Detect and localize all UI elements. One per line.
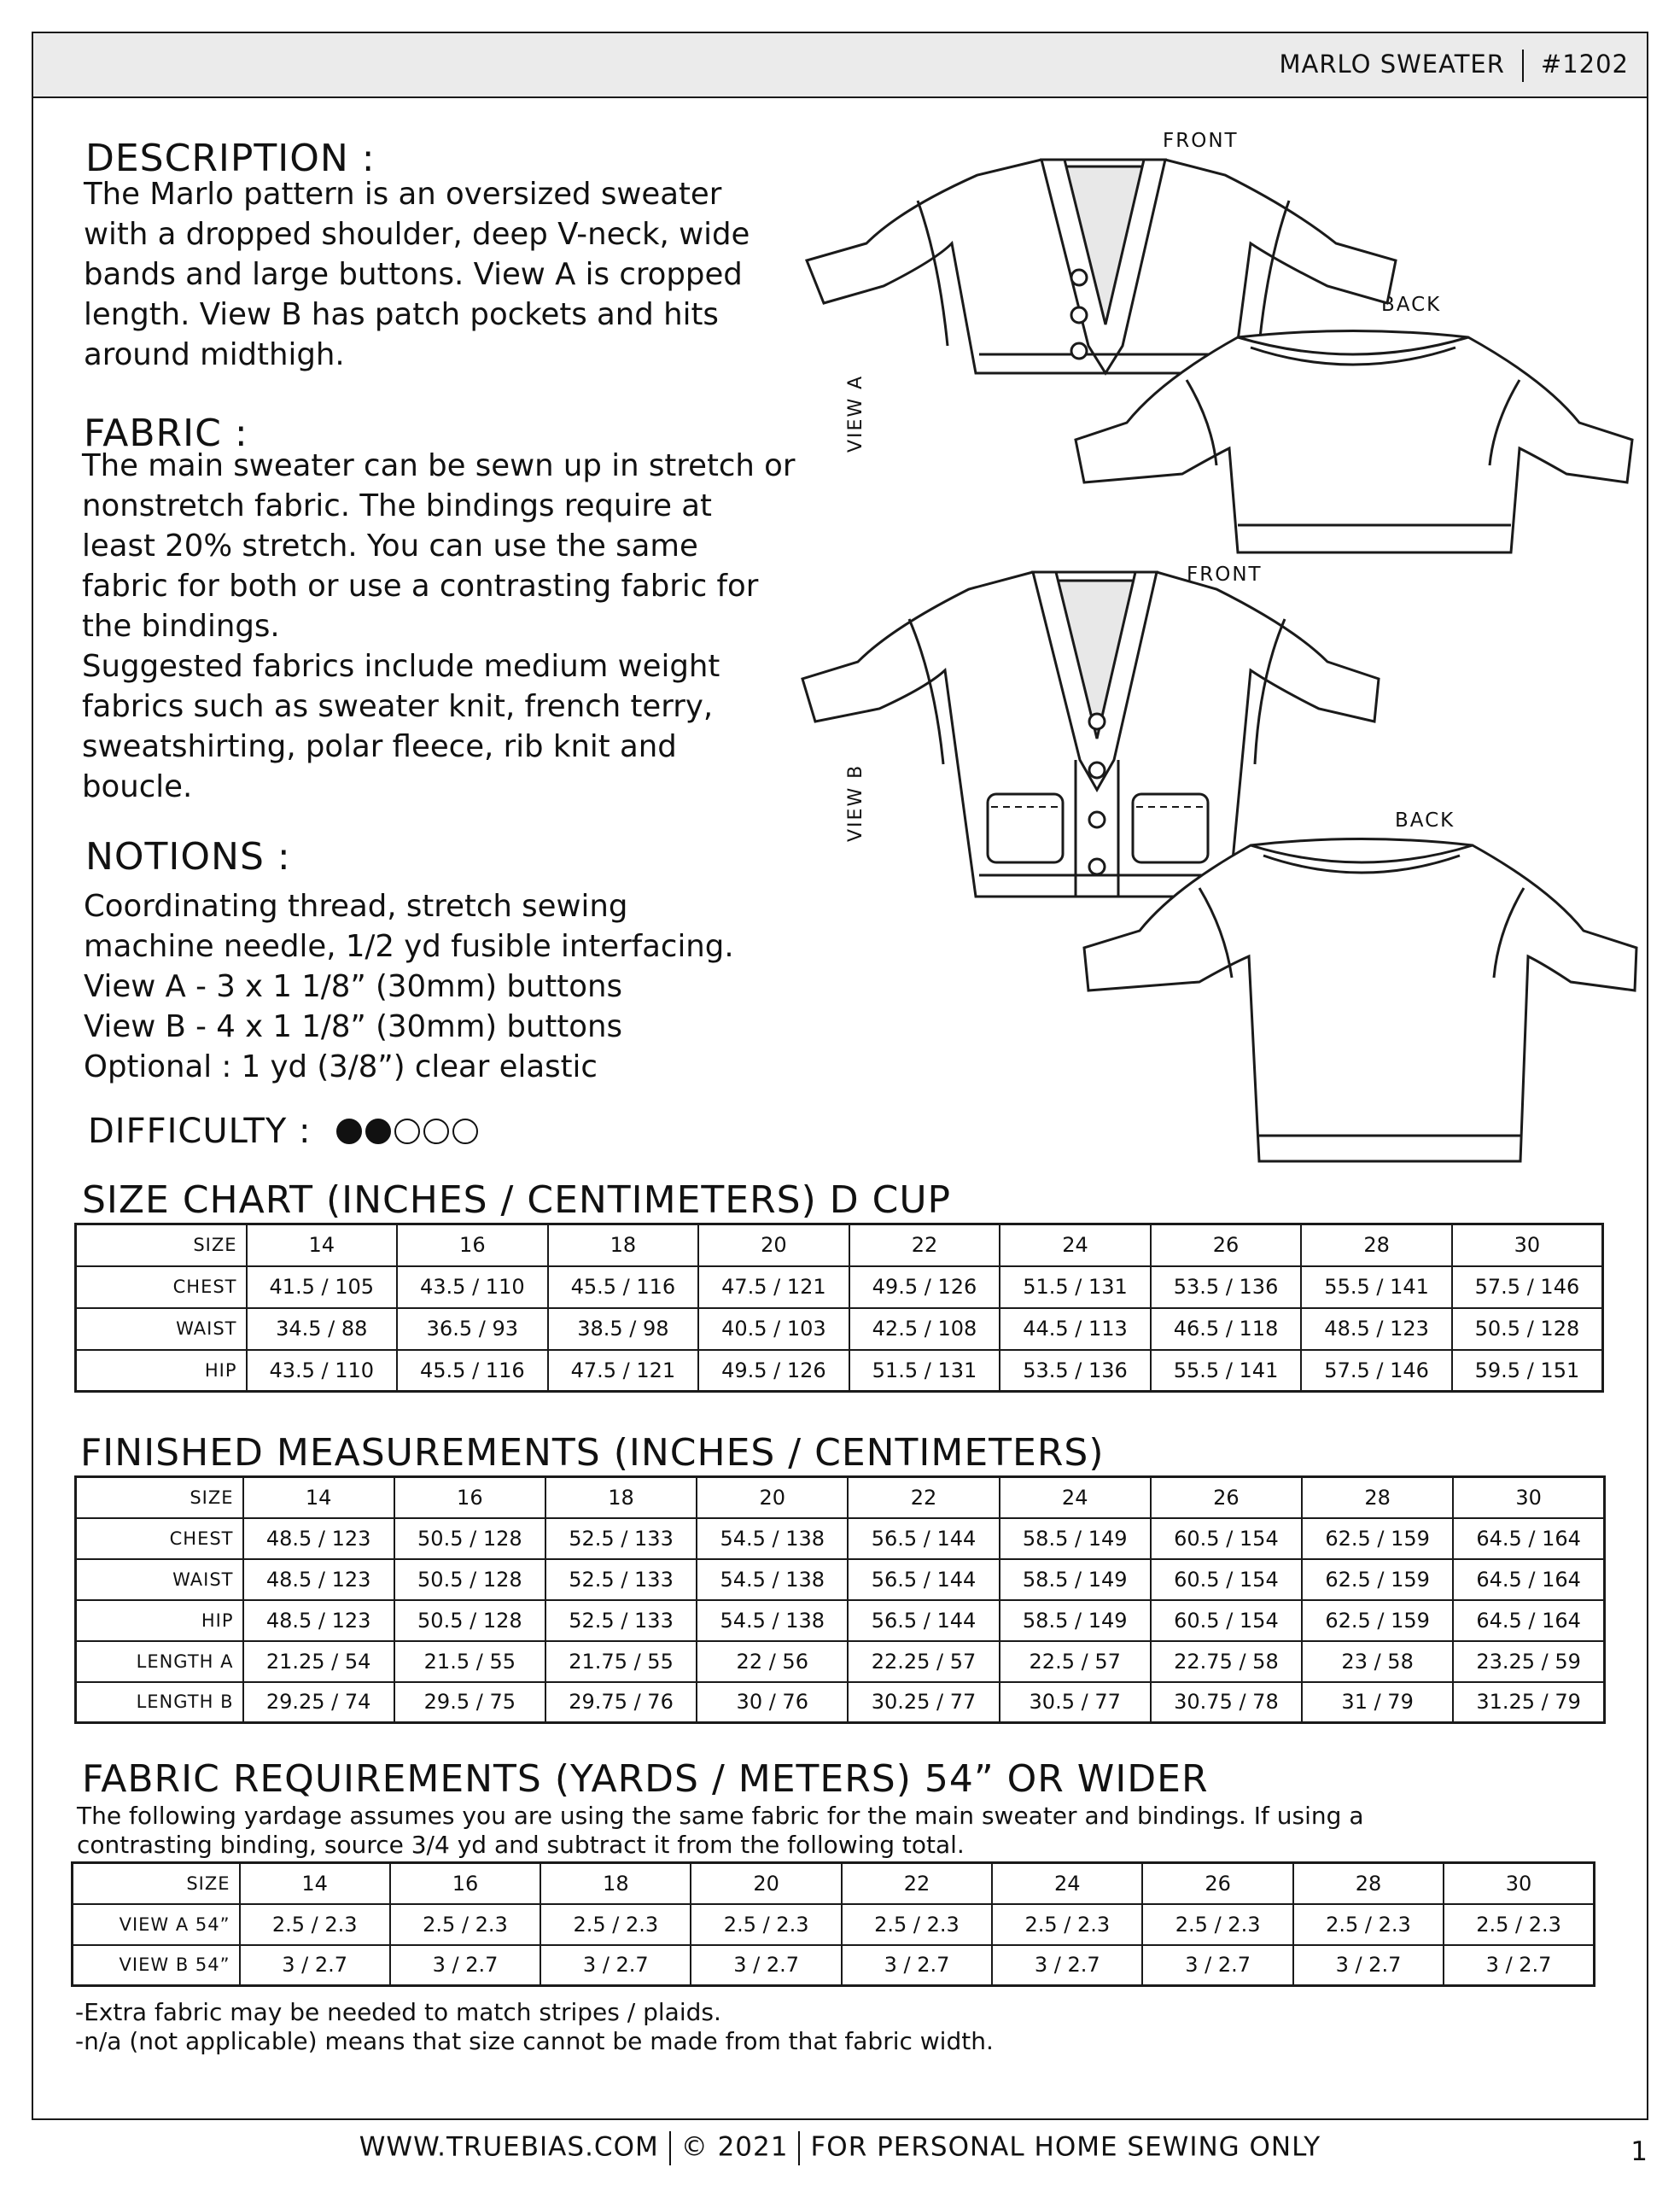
notions-title: NOTIONS :: [85, 835, 291, 879]
size-header-cell: 26: [1151, 1477, 1302, 1518]
table-cell: 49.5 / 126: [698, 1350, 849, 1392]
table-cell: 50.5 / 128: [394, 1559, 545, 1600]
table-cell: 34.5 / 88: [247, 1308, 398, 1350]
table-cell: 2.5 / 2.3: [240, 1904, 390, 1945]
size-chart-title: SIZE CHART (INCHES / CENTIMETERS) D CUP: [82, 1178, 952, 1222]
table-cell: 54.5 / 138: [697, 1600, 848, 1641]
table-cell: 52.5 / 133: [545, 1559, 697, 1600]
table-cell: 23.25 / 59: [1453, 1641, 1604, 1682]
table-cell: 30.75 / 78: [1151, 1682, 1302, 1723]
text-line: The Marlo pattern is an oversized sweater: [84, 177, 722, 212]
size-header-cell: 18: [545, 1477, 697, 1518]
table-cell: 22 / 56: [697, 1641, 848, 1682]
view-b-label: VIEW B: [845, 763, 866, 842]
table-cell: 62.5 / 159: [1302, 1600, 1453, 1641]
row-label: LENGTH B: [76, 1682, 243, 1723]
table-cell: 55.5 / 141: [1151, 1350, 1302, 1392]
text-line: around midthigh.: [84, 337, 345, 372]
row-label: CHEST: [76, 1266, 247, 1308]
table-cell: 59.5 / 151: [1452, 1350, 1603, 1392]
table-row: [76, 1641, 1605, 1682]
table-row: [76, 1350, 1603, 1392]
size-header-cell: 24: [1000, 1477, 1151, 1518]
size-header-cell: 14: [247, 1224, 398, 1266]
size-header-cell: 22: [842, 1863, 992, 1904]
text-line: contrasting binding, source 3/4 yd and subtract it from the following total.: [77, 1831, 965, 1859]
table-cell: 48.5 / 123: [243, 1518, 394, 1559]
table-cell: 57.5 / 146: [1301, 1350, 1452, 1392]
table-cell: 3 / 2.7: [540, 1945, 691, 1986]
row-label: WAIST: [76, 1559, 243, 1600]
size-header-cell: 22: [849, 1224, 1000, 1266]
size-header-cell: 18: [540, 1863, 691, 1904]
size-header-cell: 28: [1293, 1863, 1444, 1904]
table-cell: 50.5 / 128: [1452, 1308, 1603, 1350]
text-line: fabrics such as sweater knit, french terry,: [82, 689, 714, 724]
text-line: The main sweater can be sewn up in stretch or: [82, 448, 796, 483]
size-header-cell: 16: [397, 1224, 548, 1266]
table-cell: 3 / 2.7: [842, 1945, 992, 1986]
table-cell: 22.75 / 58: [1151, 1641, 1302, 1682]
table-cell: 56.5 / 144: [848, 1600, 999, 1641]
fabric-text: [82, 446, 796, 807]
table-cell: 62.5 / 159: [1302, 1559, 1453, 1600]
table-cell: 31.25 / 79: [1453, 1682, 1604, 1723]
table-cell: 48.5 / 123: [243, 1559, 394, 1600]
footer-usage: FOR PERSONAL HOME SEWING ONLY: [810, 2131, 1321, 2163]
table-cell: 41.5 / 105: [247, 1266, 398, 1308]
table-header-row: [76, 1224, 1603, 1266]
view-a-front-label: FRONT: [1163, 130, 1239, 152]
table-cell: 21.75 / 55: [545, 1641, 697, 1682]
table-cell: 60.5 / 154: [1151, 1600, 1302, 1641]
table-cell: 60.5 / 154: [1151, 1559, 1302, 1600]
size-header-cell: 14: [243, 1477, 394, 1518]
row-label: CHEST: [76, 1518, 243, 1559]
description-text: [84, 174, 750, 375]
table-cell: 55.5 / 141: [1301, 1266, 1452, 1308]
table-cell: 29.25 / 74: [243, 1682, 394, 1723]
size-header-cell: 20: [697, 1477, 848, 1518]
table-header-row: [76, 1477, 1605, 1518]
table-row: [76, 1266, 1603, 1308]
difficulty-dot-filled: [365, 1119, 391, 1144]
table-cell: 40.5 / 103: [698, 1308, 849, 1350]
size-header-cell: 30: [1452, 1224, 1603, 1266]
view-a-label: VIEW A: [845, 374, 866, 453]
table-cell: 52.5 / 133: [545, 1518, 697, 1559]
row-label: WAIST: [76, 1308, 247, 1350]
footer: [0, 2131, 1680, 2165]
table-cell: 51.5 / 131: [1000, 1266, 1151, 1308]
table-cell: 56.5 / 144: [848, 1559, 999, 1600]
table-cell: 56.5 / 144: [848, 1518, 999, 1559]
table-cell: 38.5 / 98: [548, 1308, 699, 1350]
size-header-cell: 20: [691, 1863, 841, 1904]
footer-copyright: © 2021: [680, 2131, 789, 2163]
table-cell: 2.5 / 2.3: [691, 1904, 841, 1945]
text-line: fabric for both or use a contrasting fabric for: [82, 569, 759, 604]
table-cell: 64.5 / 164: [1453, 1559, 1604, 1600]
table-cell: 2.5 / 2.3: [390, 1904, 540, 1945]
size-header-cell: 24: [1000, 1224, 1151, 1266]
table-cell: 50.5 / 128: [394, 1600, 545, 1641]
size-header-cell: 18: [548, 1224, 699, 1266]
table-cell: 52.5 / 133: [545, 1600, 697, 1641]
size-header-cell: 28: [1301, 1224, 1452, 1266]
table-cell: 58.5 / 149: [1000, 1518, 1151, 1559]
table-cell: 62.5 / 159: [1302, 1518, 1453, 1559]
table-cell: 2.5 / 2.3: [1142, 1904, 1292, 1945]
text-line: The following yardage assumes you are using the same fabric for the main sweater and bindings. If using a: [77, 1802, 1364, 1830]
page-number: 1: [1630, 2136, 1648, 2167]
row-label: VIEW A 54”: [73, 1904, 240, 1945]
table-row: [76, 1682, 1605, 1723]
table-cell: 43.5 / 110: [247, 1350, 398, 1392]
row-label: SIZE: [76, 1224, 247, 1266]
table-cell: 2.5 / 2.3: [540, 1904, 691, 1945]
table-cell: 3 / 2.7: [992, 1945, 1142, 1986]
table-cell: 21.25 / 54: [243, 1641, 394, 1682]
difficulty-dot-empty: [452, 1119, 478, 1144]
table-cell: 45.5 / 116: [548, 1266, 699, 1308]
table-cell: 57.5 / 146: [1452, 1266, 1603, 1308]
table-cell: 47.5 / 121: [698, 1266, 849, 1308]
table-cell: 54.5 / 138: [697, 1559, 848, 1600]
row-label: SIZE: [76, 1477, 243, 1518]
view-b-back-sketch: [1080, 837, 1643, 1166]
table-cell: 29.75 / 76: [545, 1682, 697, 1723]
table-cell: 22.25 / 57: [848, 1641, 999, 1682]
row-label: LENGTH A: [76, 1641, 243, 1682]
size-header-cell: 14: [240, 1863, 390, 1904]
table-cell: 2.5 / 2.3: [842, 1904, 992, 1945]
header-divider: [1522, 50, 1524, 82]
difficulty-dot-empty: [394, 1119, 420, 1144]
view-a-back-label: BACK: [1381, 294, 1442, 316]
pattern-name: MARLO SWEATER: [1279, 50, 1505, 79]
footer-divider: [798, 2131, 800, 2165]
text-line: with a dropped shoulder, deep V-neck, wide: [84, 217, 750, 252]
view-a-back-sketch: [1067, 329, 1639, 555]
table-cell: 53.5 / 136: [1151, 1266, 1302, 1308]
finished-measurements-title: FINISHED MEASUREMENTS (INCHES / CENTIMETERS): [80, 1431, 1105, 1475]
table-cell: 60.5 / 154: [1151, 1518, 1302, 1559]
table-row: [73, 1945, 1595, 1986]
table-cell: 64.5 / 164: [1453, 1518, 1604, 1559]
text-line: Suggested fabrics include medium weight: [82, 649, 720, 684]
table-cell: 3 / 2.7: [1293, 1945, 1444, 1986]
table-header-row: [73, 1863, 1595, 1904]
table-row: [73, 1904, 1595, 1945]
fabric-requirements-notes: [75, 1998, 994, 2056]
table-cell: 47.5 / 121: [548, 1350, 699, 1392]
table-cell: 3 / 2.7: [691, 1945, 841, 1986]
text-line: length. View B has patch pockets and hits: [84, 297, 719, 332]
table-cell: 3 / 2.7: [240, 1945, 390, 1986]
table-cell: 23 / 58: [1302, 1641, 1453, 1682]
text-line: bands and large buttons. View A is cropped: [84, 257, 743, 292]
table-cell: 45.5 / 116: [397, 1350, 548, 1392]
size-header-cell: 26: [1151, 1224, 1302, 1266]
table-cell: 36.5 / 93: [397, 1308, 548, 1350]
table-cell: 48.5 / 123: [1301, 1308, 1452, 1350]
table-cell: 46.5 / 118: [1151, 1308, 1302, 1350]
view-b-front-label: FRONT: [1187, 564, 1263, 586]
table-cell: 48.5 / 123: [243, 1600, 394, 1641]
text-line: sweatshirting, polar fleece, rib knit and: [82, 729, 677, 764]
size-header-cell: 30: [1453, 1477, 1604, 1518]
size-header-cell: 16: [390, 1863, 540, 1904]
fabric-requirements-title: FABRIC REQUIREMENTS (YARDS / METERS) 54” OR WIDER: [82, 1757, 1209, 1801]
table-cell: 3 / 2.7: [1142, 1945, 1292, 1986]
row-label: SIZE: [73, 1863, 240, 1904]
table-cell: 58.5 / 149: [1000, 1559, 1151, 1600]
fabric-requirements-intro: [77, 1802, 1364, 1860]
size-header-cell: 20: [698, 1224, 849, 1266]
text-line: -n/a (not applicable) means that size cannot be made from that fabric width.: [75, 2027, 994, 2055]
table-cell: 44.5 / 113: [1000, 1308, 1151, 1350]
difficulty-label: DIFFICULTY :: [88, 1112, 312, 1151]
finished-measurements-table: [74, 1475, 1606, 1724]
footer-site: WWW.TRUEBIAS.COM: [359, 2131, 659, 2163]
pattern-code: #1202: [1540, 50, 1629, 79]
table-row: [76, 1559, 1605, 1600]
table-row: [76, 1600, 1605, 1641]
table-cell: 29.5 / 75: [394, 1682, 545, 1723]
table-cell: 3 / 2.7: [1444, 1945, 1594, 1986]
footer-divider: [669, 2131, 671, 2165]
table-cell: 53.5 / 136: [1000, 1350, 1151, 1392]
size-chart-table: [74, 1223, 1604, 1393]
table-cell: 30.5 / 77: [1000, 1682, 1151, 1723]
difficulty-dots: [336, 1119, 478, 1144]
table-cell: 31 / 79: [1302, 1682, 1453, 1723]
difficulty-dot-empty: [423, 1119, 449, 1144]
table-cell: 58.5 / 149: [1000, 1600, 1151, 1641]
table-cell: 22.5 / 57: [1000, 1641, 1151, 1682]
table-cell: 51.5 / 131: [849, 1350, 1000, 1392]
text-line: -Extra fabric may be needed to match stripes / plaids.: [75, 1998, 721, 2026]
size-header-cell: 28: [1302, 1477, 1453, 1518]
table-cell: 2.5 / 2.3: [1444, 1904, 1594, 1945]
text-line: the bindings.: [82, 609, 280, 644]
fabric-requirements-table: [71, 1861, 1595, 1987]
table-cell: 30.25 / 77: [848, 1682, 999, 1723]
text-line: least 20% stretch. You can use the same: [82, 529, 698, 564]
table-cell: 42.5 / 108: [849, 1308, 1000, 1350]
row-label: HIP: [76, 1350, 247, 1392]
table-cell: 2.5 / 2.3: [992, 1904, 1142, 1945]
table-cell: 2.5 / 2.3: [1293, 1904, 1444, 1945]
text-line: machine needle, 1/2 yd fusible interfacing.: [84, 929, 734, 964]
table-cell: 50.5 / 128: [394, 1518, 545, 1559]
table-cell: 43.5 / 110: [397, 1266, 548, 1308]
table-cell: 54.5 / 138: [697, 1518, 848, 1559]
row-label: HIP: [76, 1600, 243, 1641]
text-line: Optional : 1 yd (3/8”) clear elastic: [84, 1049, 598, 1084]
table-row: [76, 1308, 1603, 1350]
table-cell: 30 / 76: [697, 1682, 848, 1723]
table-cell: 21.5 / 55: [394, 1641, 545, 1682]
text-line: nonstretch fabric. The bindings require at: [82, 488, 712, 523]
table-cell: 64.5 / 164: [1453, 1600, 1604, 1641]
table-row: [76, 1518, 1605, 1559]
text-line: boucle.: [82, 769, 193, 804]
text-line: View A - 3 x 1 1/8” (30mm) buttons: [84, 969, 622, 1004]
row-label: VIEW B 54”: [73, 1945, 240, 1986]
difficulty-dot-filled: [336, 1119, 362, 1144]
text-line: View B - 4 x 1 1/8” (30mm) buttons: [84, 1009, 623, 1044]
text-line: Coordinating thread, stretch sewing: [84, 889, 628, 924]
size-header-cell: 30: [1444, 1863, 1594, 1904]
size-header-cell: 16: [394, 1477, 545, 1518]
table-cell: 49.5 / 126: [849, 1266, 1000, 1308]
view-b-back-label: BACK: [1395, 809, 1455, 832]
header-title: [1280, 50, 1629, 82]
size-header-cell: 26: [1142, 1863, 1292, 1904]
fabric-title: FABRIC :: [84, 412, 248, 455]
description-title: DESCRIPTION :: [85, 137, 376, 180]
table-cell: 3 / 2.7: [390, 1945, 540, 1986]
size-header-cell: 24: [992, 1863, 1142, 1904]
difficulty: [88, 1112, 478, 1151]
size-header-cell: 22: [848, 1477, 999, 1518]
notions-text: [84, 886, 734, 1087]
